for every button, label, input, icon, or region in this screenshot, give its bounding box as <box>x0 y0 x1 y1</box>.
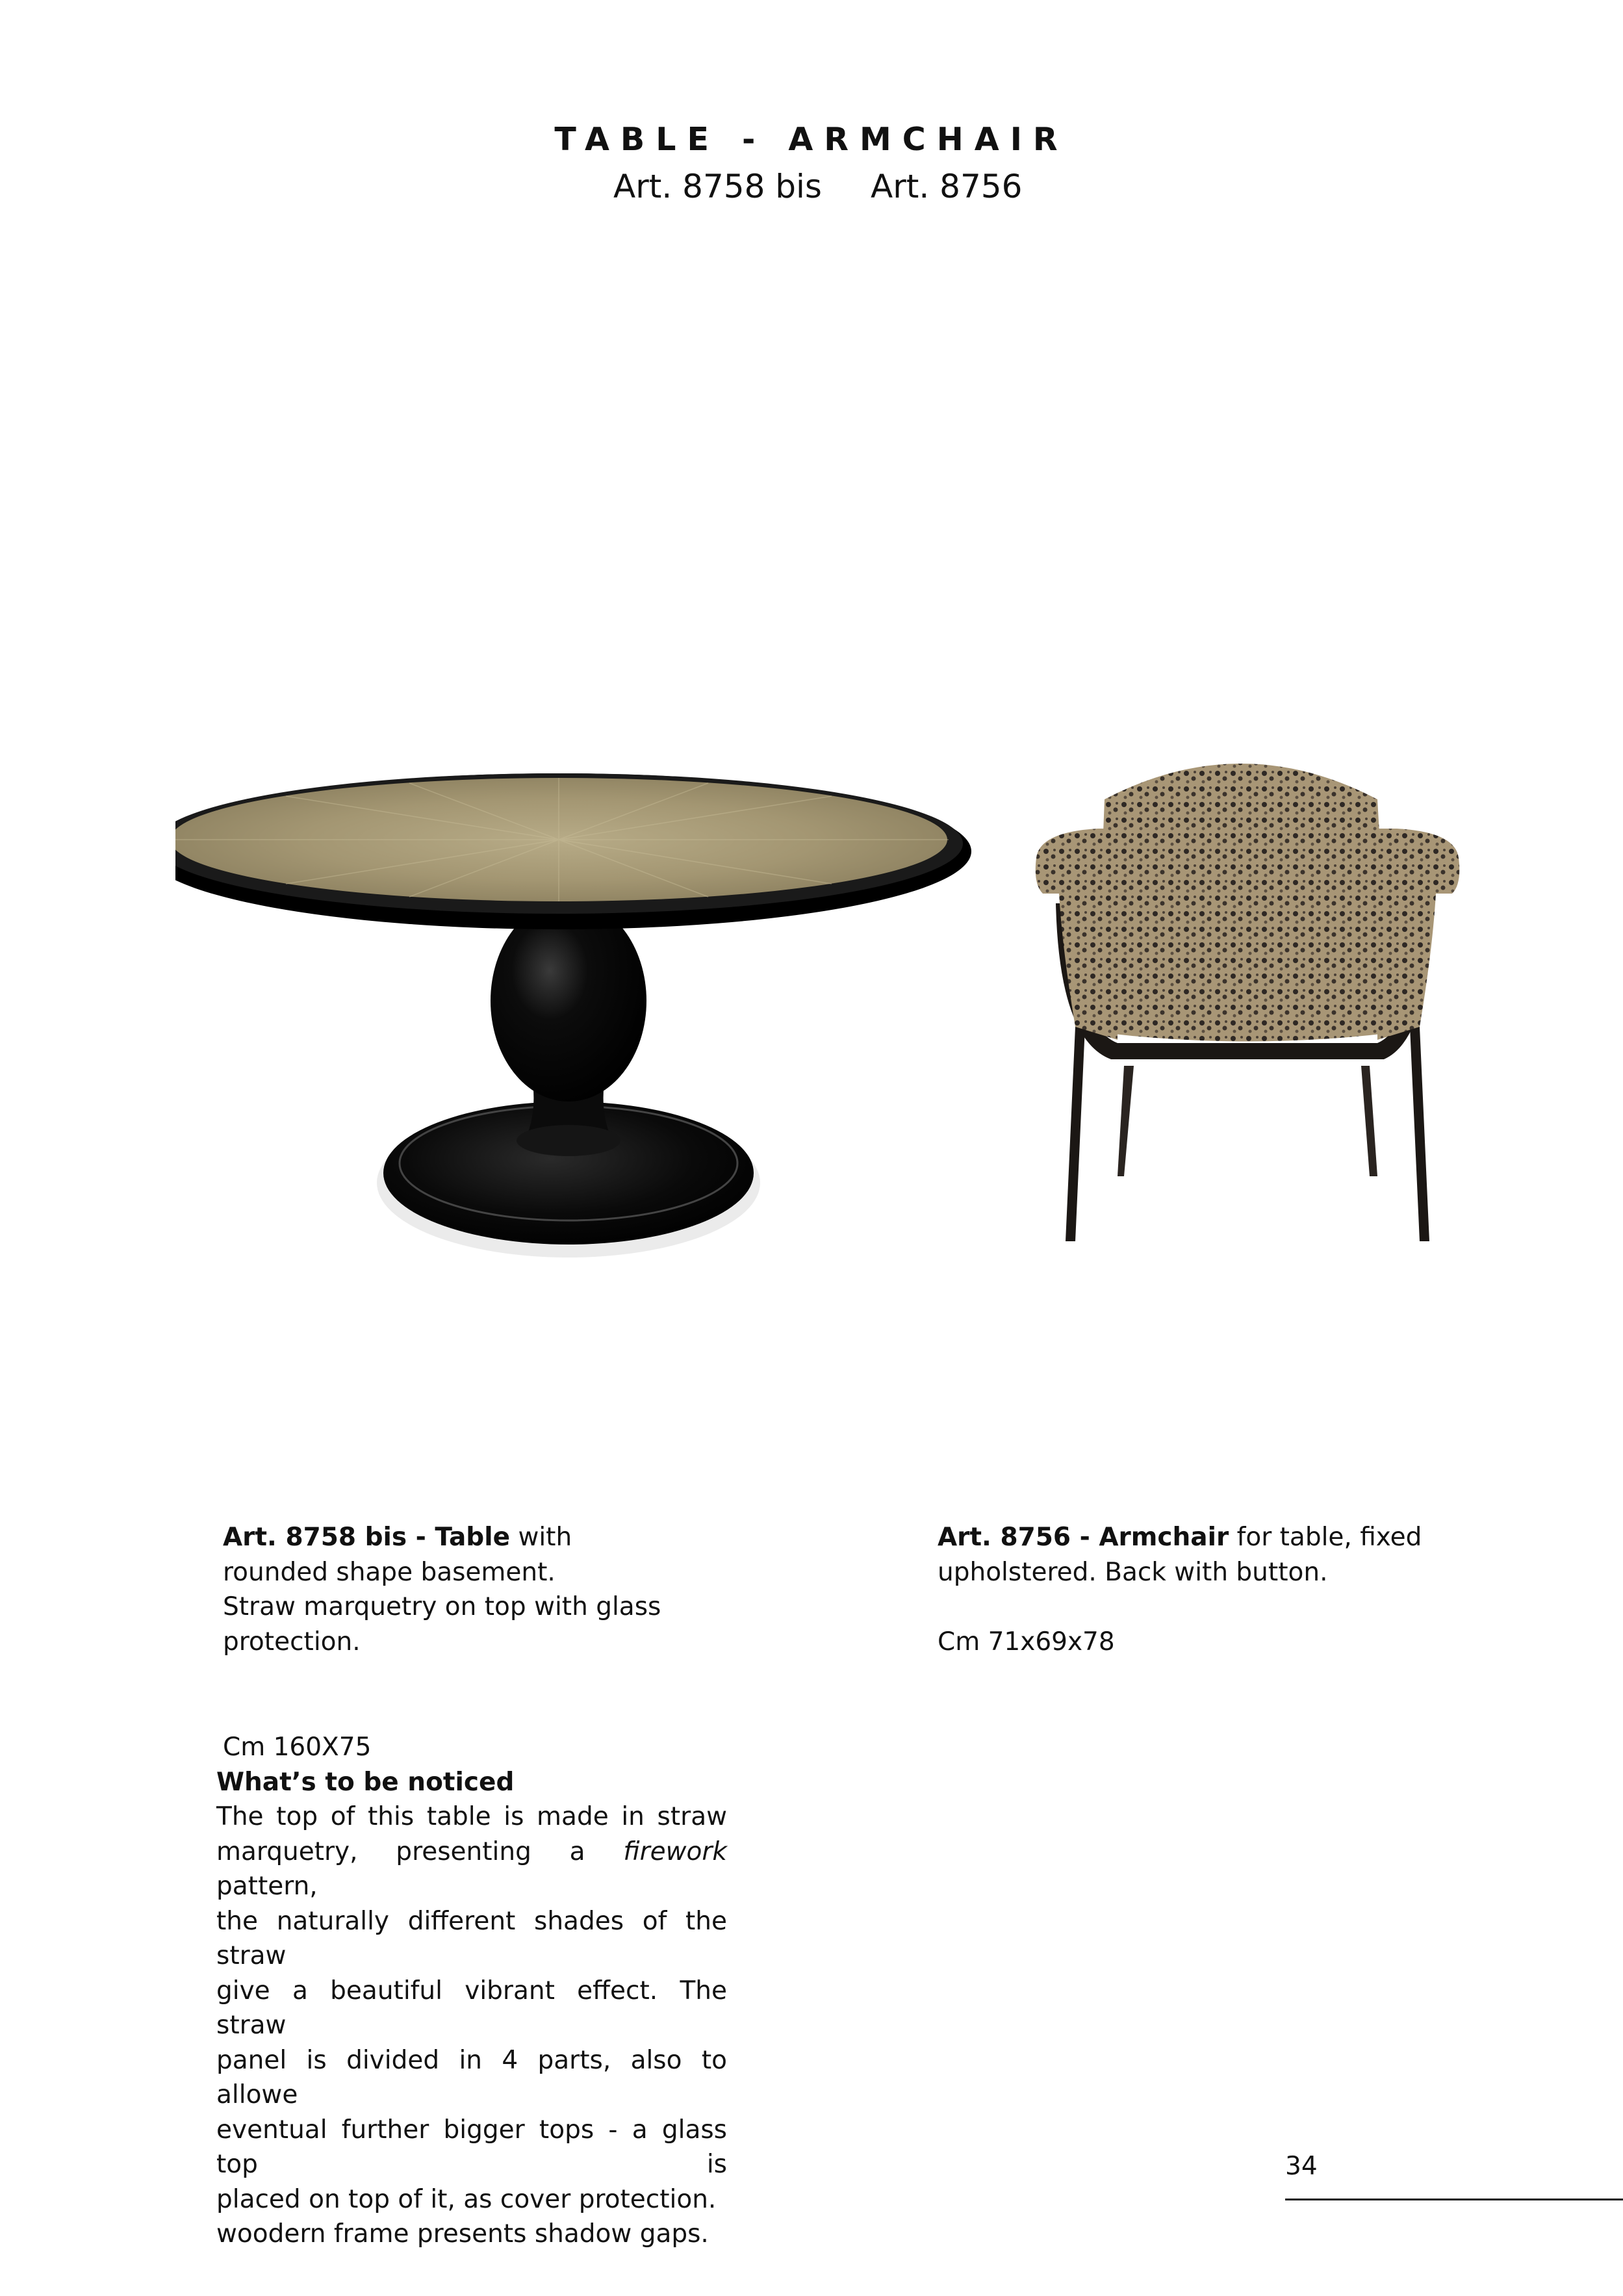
notice-line-1: The top of this table is made in straw <box>216 1802 727 1831</box>
armchair-article-name: Art. 8756 - Armchair <box>938 1523 1229 1552</box>
notice-emphasis: firework <box>623 1837 727 1866</box>
notice-line-6: eventual further bigger tops - a glass top is <box>216 2115 727 2179</box>
armchair-description-line-1 <box>938 1520 1431 1555</box>
notice-line-8: woodern frame presents shadow gaps. <box>216 2219 709 2249</box>
table-photo <box>175 767 1001 1274</box>
notice-body <box>216 1799 727 2252</box>
table-description <box>223 1520 691 1659</box>
article-number-armchair: Art. 8756 <box>871 168 1023 205</box>
table-description-line-1 <box>223 1520 691 1555</box>
notice-line-2 <box>216 1835 727 1904</box>
armchair-description-line-2: upholstered. Back with button. <box>938 1557 1328 1587</box>
notice-line-5: panel is divided in 4 parts, also to allowe <box>216 2045 727 2109</box>
notice-title: What’s to be noticed <box>216 1768 515 1797</box>
page-number: 34 <box>1285 2152 1318 2181</box>
notice-line-2-pre: marquetry, presenting a <box>216 1837 624 1866</box>
table-name-rest: with <box>510 1523 572 1552</box>
article-numbers <box>0 164 1623 209</box>
page-title: TABLE - ARMCHAIR <box>554 121 1069 158</box>
article-number-table: Art. 8758 bis <box>613 168 822 205</box>
notice-line-2-post: pattern, <box>216 1872 318 1901</box>
notice-line-3: the naturally different shades of the straw <box>216 1906 727 1970</box>
armchair-name-rest: for table, fixed <box>1229 1523 1422 1552</box>
table-article-name: Art. 8758 bis - Table <box>223 1523 511 1552</box>
table-description-line-3: Straw marquetry on top with glass <box>223 1592 661 1621</box>
armchair-dimensions: Cm 71x69x78 <box>938 1627 1115 1657</box>
table-dimensions: Cm 160X75 <box>223 1733 372 1762</box>
table-description-line-2: rounded shape basement. <box>223 1557 556 1587</box>
armchair-photo <box>1027 754 1468 1261</box>
notice-line-7: placed on top of it, as cover protection. <box>216 2184 717 2214</box>
table-description-line-4: protection. <box>223 1627 361 1657</box>
page-number-rule <box>1285 2199 1623 2200</box>
armchair-description <box>938 1520 1431 1659</box>
notice-line-4: give a beautiful vibrant effect. The straw <box>216 1976 727 2040</box>
